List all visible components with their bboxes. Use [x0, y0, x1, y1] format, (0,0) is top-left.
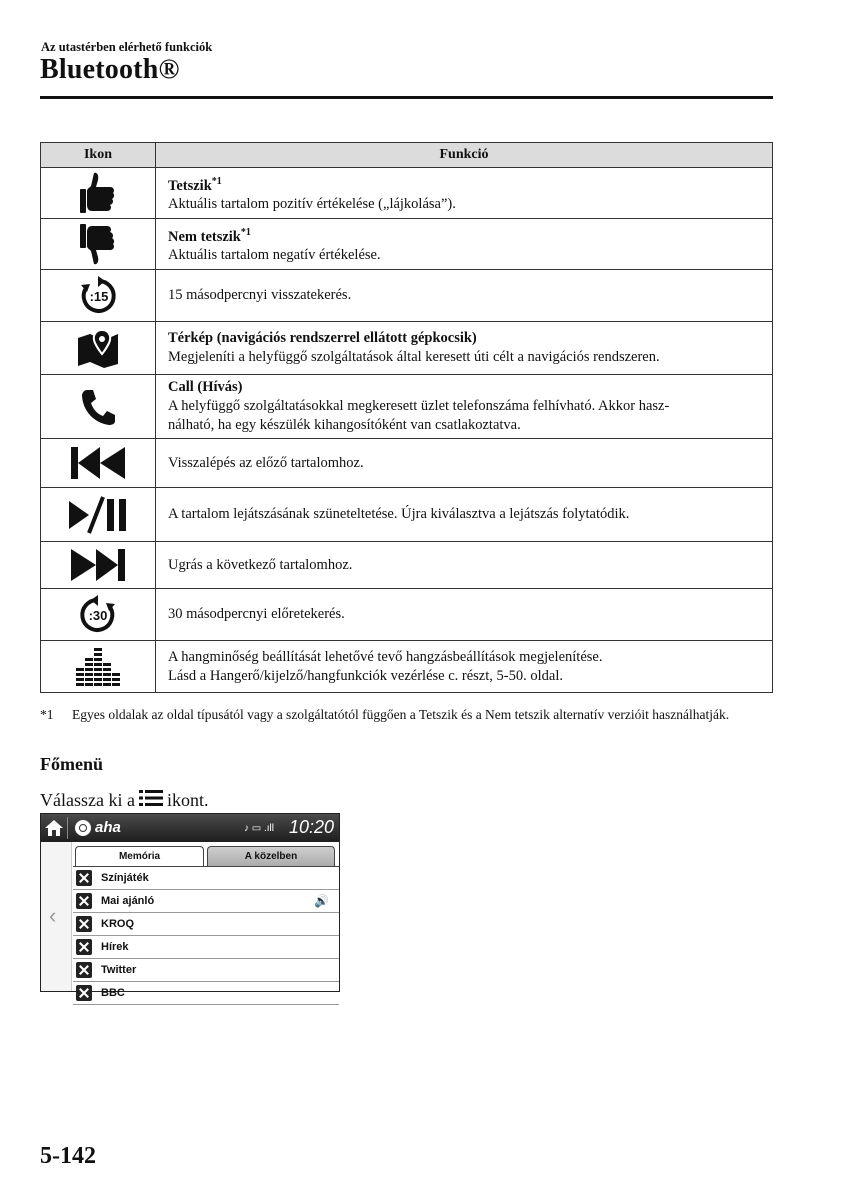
function-description: Aktuális tartalom pozitív értékelése („lájkolása”). — [168, 196, 456, 213]
status-divider — [67, 817, 68, 839]
side-panel — [41, 842, 72, 991]
column-header-icon: Ikon — [41, 143, 156, 168]
function-description-line: Lásd a Hangerő/kijelző/hangfunkciók vezérlése c. részt, 5-50. oldal. — [168, 667, 563, 684]
station-logo-icon — [76, 870, 92, 886]
function-description: 15 másodpercnyi visszatekerés. — [168, 287, 352, 303]
table-header-row — [41, 143, 773, 168]
list-item[interactable] — [73, 982, 339, 1005]
back-arrow-icon[interactable]: ‹ — [49, 903, 57, 928]
function-name: Tetszik$^{*1}$ — [168, 175, 222, 194]
equalizer-icon — [74, 646, 122, 688]
table-row — [41, 641, 773, 693]
page-number: 5-142 — [40, 1143, 96, 1169]
main-menu-instruction — [40, 789, 208, 812]
function-description-line: nálható, ha egy készülék kihangosítóként van csatlakoztatva. — [168, 417, 521, 433]
home-icon[interactable] — [44, 818, 64, 838]
status-bar — [41, 814, 339, 842]
station-logo-icon — [76, 939, 92, 955]
function-description: Visszalépés az előző tartalomhoz. — [168, 454, 364, 471]
table-row — [41, 270, 773, 322]
footnote-mark: *1 — [40, 707, 54, 722]
column-header-function: Funkció — [156, 143, 773, 168]
function-description-line: A hangminőség beállítását lehetővé tevő hangzásbeállítások megjelenítése. — [168, 648, 603, 665]
station-logo-icon — [76, 916, 92, 932]
function-cell — [156, 542, 773, 589]
station-label: KROQ — [101, 918, 134, 930]
table-row — [41, 322, 773, 375]
function-cell — [156, 219, 773, 270]
section-label: Az utastérben elérhető funkciók — [41, 40, 213, 54]
station-logo-icon — [76, 893, 92, 909]
function-cell — [156, 439, 773, 488]
list-menu-icon — [139, 789, 163, 812]
tab-memoria[interactable]: Memória — [75, 846, 204, 867]
function-description: 30 másodpercnyi előretekerés. — [168, 606, 345, 622]
instruction-text-after: ikont. — [166, 790, 209, 810]
icon-cell — [41, 322, 156, 375]
icon-cell — [41, 641, 156, 693]
station-label: Mai ajánló — [101, 895, 155, 907]
function-description-line: A helyfüggő szolgáltatásokkal megkeresett üzlet telefonszáma felhívható. Akkor hasz- — [168, 398, 670, 414]
thumbs-down-icon — [80, 222, 116, 266]
table-row — [41, 375, 773, 439]
station-label: BBC — [101, 987, 125, 999]
function-cell — [156, 168, 773, 219]
svg-text::15: :15 — [89, 288, 109, 304]
table-row — [41, 168, 773, 219]
function-table — [40, 142, 773, 693]
table-row — [41, 219, 773, 270]
app-name: aha — [95, 819, 121, 836]
icon-cell — [41, 168, 156, 219]
icon-cell — [41, 589, 156, 641]
function-cell — [156, 589, 773, 641]
footnote — [40, 705, 773, 724]
title-rule — [40, 96, 773, 99]
clock: 10:20 — [288, 817, 334, 837]
station-label: Twitter — [101, 964, 137, 976]
page-title: Bluetooth® — [40, 54, 180, 85]
play-pause-icon — [67, 495, 129, 535]
table-row — [41, 439, 773, 488]
function-description: Megjeleníti a helyfüggő szolgáltatások által keresett úti célt a navigációs rendszeren. — [168, 349, 660, 365]
station-list — [73, 866, 339, 1005]
function-cell — [156, 641, 773, 693]
station-label: Színjáték — [101, 872, 149, 884]
function-cell — [156, 322, 773, 375]
function-cell — [156, 270, 773, 322]
list-item[interactable] — [73, 867, 339, 890]
table-row — [41, 542, 773, 589]
function-name: Nem tetszik$^{*1}$ — [168, 226, 251, 245]
function-name: Call (Hívás) — [168, 379, 243, 395]
station-label: Hírek — [101, 941, 129, 953]
function-cell — [156, 375, 773, 439]
list-item[interactable] — [73, 913, 339, 936]
station-logo-icon — [76, 985, 92, 1001]
instruction-text-before: Válassza ki a — [40, 790, 135, 810]
table-row — [41, 488, 773, 542]
phone-icon — [80, 388, 116, 426]
map-pin-icon — [76, 328, 120, 368]
function-name: Térkép (navigációs rendszerrel ellátott gépkocsik) — [168, 330, 477, 346]
table-row — [41, 589, 773, 641]
function-cell — [156, 488, 773, 542]
function-description: Ugrás a következő tartalomhoz. — [168, 556, 353, 573]
icon-cell — [41, 375, 156, 439]
function-description: A tartalom lejátszásának szüneteltetése. Újra kiválasztva a lejátszás folytatódik. — [168, 506, 630, 522]
forward-30-icon — [78, 595, 118, 635]
speaker-icon: 🔊 — [314, 894, 329, 908]
replay-15-icon — [78, 276, 118, 316]
status-icons: ♪ ▭ .ıll — [244, 823, 275, 834]
icon-cell — [41, 219, 156, 270]
icon-cell — [41, 439, 156, 488]
footnote-text: Egyes oldalak az oldal típusától vagy a szolgáltatótól függően a Tetszik és a Nem tetszik alternatív verzióit használhatják. — [72, 707, 730, 722]
icon-cell — [41, 542, 156, 589]
list-item[interactable] — [73, 936, 339, 959]
list-item[interactable] — [73, 959, 339, 982]
icon-cell — [41, 488, 156, 542]
thumbs-up-icon — [80, 171, 116, 215]
skip-next-icon — [69, 547, 127, 583]
infotainment-screen — [40, 813, 340, 999]
function-description: Aktuális tartalom negatív értékelése. — [168, 247, 381, 264]
icon-cell — [41, 270, 156, 322]
main-menu-heading: Főmenü — [40, 754, 103, 774]
aha-logo-icon — [75, 820, 91, 836]
skip-previous-icon — [69, 445, 127, 481]
list-item[interactable] — [73, 890, 339, 913]
station-logo-icon — [76, 962, 92, 978]
svg-text::30: :30 — [88, 607, 108, 623]
tab-a-kozelben[interactable]: A közelben — [207, 846, 335, 867]
